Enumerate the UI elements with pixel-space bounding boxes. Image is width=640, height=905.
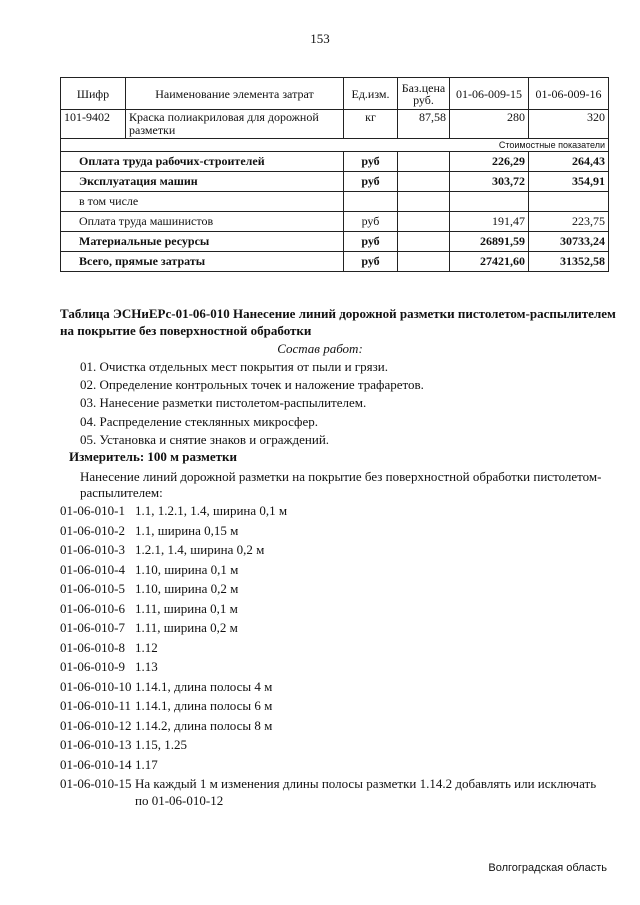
summary-value-16 [529,192,609,212]
summary-value-15: 27421,60 [450,252,529,272]
item-text: 1.2.1, 1.4, ширина 0,2 м [135,542,265,557]
measure-unit: Измеритель: 100 м разметки [69,449,238,464]
description: Нанесение линий дорожной разметки на покрытие без поверхностной обработки пистолетом-распылителем: [80,469,602,500]
summary-unit: руб [344,232,398,252]
item-code: 01-06-010-11 [60,698,132,713]
item-text: 1.14.2, длина полосы 8 м [135,717,273,733]
works-title: Состав работ: [277,341,363,356]
list-item [60,657,620,677]
item-code: 01-06-010-3 [60,542,125,557]
list-item [60,638,620,658]
item-code: 01-06-010-10 [60,678,132,694]
summary-value-16: 264,43 [529,152,609,172]
list-item [60,677,620,697]
list-item [60,501,620,521]
summary-unit: руб [344,212,398,232]
list-item [60,521,620,541]
item-code: 01-06-010-1 [60,503,125,518]
summary-unit [344,192,398,212]
item-code: 01-06-010-7 [60,620,125,635]
list-item [60,618,620,638]
summary-value-15 [450,192,529,212]
item-code: 01-06-010-6 [60,600,125,616]
list-item [60,755,620,775]
summary-name: Всего, прямые затраты [61,252,344,272]
table-row [61,110,609,139]
work-item: 04. Распределение стеклянных микросфер. [80,413,318,429]
summary-value-15: 303,72 [450,172,529,192]
summary-row [61,212,609,232]
cell-value-15: 280 [450,110,529,139]
summary-row [61,232,609,252]
summary-row [61,172,609,192]
summary-unit: руб [344,252,398,272]
item-text: 1.11, ширина 0,1 м [135,600,238,616]
summary-name: в том числе [61,192,344,212]
header-price: Баз.цена руб. [398,78,450,110]
item-code: 01-06-010-15 [60,776,132,791]
table-header-row [61,78,609,110]
item-text: 1.11, ширина 0,2 м [135,620,238,635]
summary-name: Эксплуатация машин [61,172,344,192]
list-item [60,735,620,755]
item-code: 01-06-010-12 [60,717,132,733]
work-item: 01. Очистка отдельных мест покрытия от пыли и грязи. [80,359,388,374]
summary-value-16: 31352,58 [529,252,609,272]
list-item [60,696,620,716]
summary-unit: руб [344,172,398,192]
work-item: 05. Установка и снятие знаков и ограждений. [80,431,330,447]
item-text: 1.14.1, длина полосы 6 м [135,698,273,713]
header-code: Шифр [61,78,126,110]
header-unit: Ед.изм. [344,78,398,110]
summary-name: Материальные ресурсы [61,232,344,252]
cell-name: Краска полиакриловая для дорожной разметки [126,110,344,139]
summary-name: Оплата труда машинистов [61,212,344,232]
footer-region: Волгоградская область [488,862,607,874]
works-list [80,358,424,449]
item-code: 01-06-010-8 [60,639,125,655]
cell-code: 101-9402 [61,110,126,139]
header-col-15: 01-06-009-15 [450,78,529,110]
cell-price: 87,58 [398,110,450,139]
summary-value-16: 223,75 [529,212,609,232]
list-item [60,540,620,560]
list-item [60,560,620,580]
summary-name: Оплата труда рабочих-строителей [61,152,344,172]
item-text: 1.1, ширина 0,15 м [135,522,239,538]
summary-value-15: 191,47 [450,212,529,232]
summary-row [61,152,609,172]
item-text: 1.10, ширина 0,2 м [135,581,239,596]
cell-value-16: 320 [529,110,609,139]
summary-unit: руб [344,152,398,172]
list-item [60,579,620,599]
cell-unit: кг [344,110,398,139]
work-item: 03. Нанесение разметки пистолетом-распылителем. [80,395,367,411]
item-text: 1.17 [135,756,158,772]
summary-value-16: 354,91 [529,172,609,192]
cost-indicators-row [61,139,609,152]
item-code: 01-06-010-5 [60,581,125,596]
item-code: 01-06-010-13 [60,737,132,752]
item-code: 01-06-010-14 [60,756,132,772]
item-code: 01-06-010-4 [60,561,125,577]
page-number: 153 [310,31,330,46]
item-text: 1.15, 1.25 [135,737,187,752]
list-item [60,716,620,736]
item-text: 1.12 [135,639,158,655]
summary-value-15: 226,29 [450,152,529,172]
header-col-16: 01-06-009-16 [529,78,609,110]
resource-table [60,77,609,272]
item-code: 01-06-010-2 [60,522,125,538]
summary-value-16: 30733,24 [529,232,609,252]
item-text: 1.10, ширина 0,1 м [135,561,239,577]
item-text: На каждый 1 м изменения длины полосы разметки 1.14.2 добавлять или исключать по 01-06-010-12 [135,776,597,808]
item-text: 1.13 [135,659,158,674]
table-title: Таблица ЭСНиЕРс-01-06-010 Нанесение линий дорожной разметки пистолетом-распылителем на покрытие без поверхностной обработки [60,306,616,338]
item-text: 1.1, 1.2.1, 1.4, ширина 0,1 м [135,503,288,518]
cost-indicators-label: Стоимостные показатели [61,139,609,152]
list-item [60,775,620,809]
code-list [60,501,620,809]
summary-row [61,252,609,272]
work-item: 02. Определение контрольных точек и наложение трафаретов. [80,377,424,393]
summary-value-15: 26891,59 [450,232,529,252]
header-name: Наименование элемента затрат [126,78,344,110]
item-code: 01-06-010-9 [60,659,125,674]
list-item [60,599,620,619]
summary-rows [61,152,609,272]
item-text: 1.14.1, длина полосы 4 м [135,678,273,694]
summary-row [61,192,609,212]
